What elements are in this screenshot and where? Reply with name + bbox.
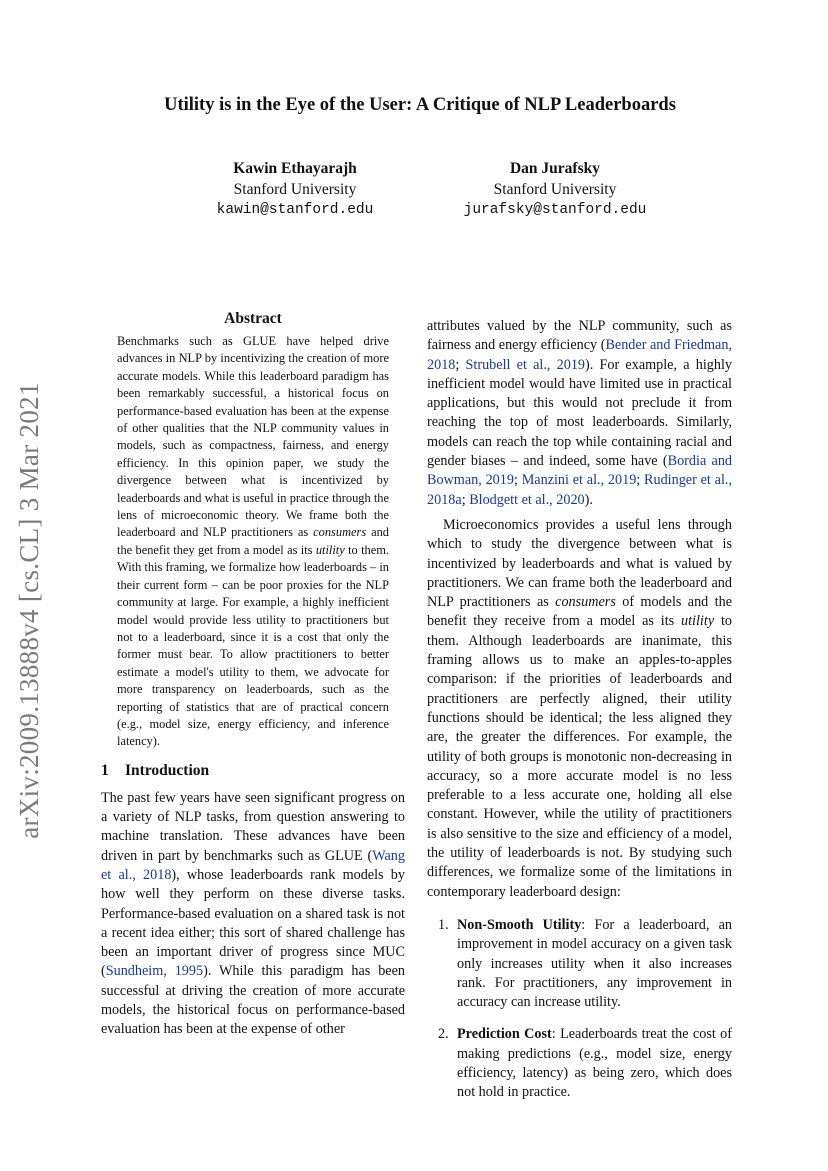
right-column (427, 317, 732, 1116)
citation-link[interactable]: Manzini et al., 2019 (521, 472, 637, 489)
citation-link[interactable]: Wang et al., 2018 (101, 847, 405, 883)
citation-link[interactable]: Blodgett et al., 2020 (469, 491, 585, 508)
author-block-1 (160, 158, 430, 221)
citation-link[interactable]: Bender and Friedman, 2018 (427, 337, 732, 373)
citation-link[interactable]: Strubell et al., 2019 (465, 356, 586, 373)
author-email[interactable]: jurafsky@stanford.edu (463, 202, 647, 218)
author-affiliation: Stanford University (493, 181, 617, 198)
author-block-2 (425, 158, 685, 221)
arxiv-identifier: arXiv:2009.13888v4 [cs.CL] 3 Mar 2021 (13, 381, 44, 839)
intro-paragraph: The past few years have seen significant progress on a variety of NLP tasks, from question answering to machine translation. These advances have been driven in part by benchmarks such as GLUE (Wang et al., 2018), whose leaderboards rank models by how well they perform on these diverse tasks. Performance-based evaluation on a shared task is not a recent idea either; this sort of shared challenge has been an important driver of progress since MUC (Sundheim, 1995). While this paradigm has been successful at driving the creation of more accurate models, the historical focus on performance-based evaluation has been at the expense of other (101, 789, 405, 1038)
citation-link[interactable]: Bordia and Bowman, 2019 (427, 453, 733, 489)
left-column (101, 310, 405, 1040)
paper-title: Utility is in the Eye of the User: A Critique of NLP Leaderboards (164, 95, 676, 115)
list-item: 2. Prediction Cost: Leaderboards treat the cost of making predictions (e.g., model size, energy efficiency, latency) as being zero, which does not hold in practice. (438, 1026, 732, 1101)
list-item: 1. Non-Smooth Utility: For a leaderboard, an improvement in model accuracy on a given task only increases utility when it also increases rank. For practitioners, any improvement in accuracy can increase utility. (438, 916, 732, 1011)
body-paragraph: attributes valued by the NLP community, such as fairness and energy efficiency (Bender and Friedman, 2018; Strubell et al., 2019). For example, a highly inefficient model would have limited use in practical applications, but this would not preclude it from reaching the top of most leaderboards. Similarly, models can reach the top while containing racial and gender biases – and indeed, some have (Bordia and Bowman, 2019; Manzini et al., 2019; Rudinger et al., 2018a; Blodgett et al., 2020). (427, 318, 733, 508)
author-email[interactable]: kawin@stanford.edu (216, 202, 374, 218)
section-heading-introduction (101, 762, 405, 780)
body-paragraph: Microeconomics provides a useful lens through which to study the divergence between what is incentivized by leaderboards and what is valued by practitioners. We can frame both the leaderboard and NLP practitioners as consumers of models and the benefit they receive from a model as its utility to them. Although leaderboards are inanimate, this framing allows us to make an apples-to-apples comparison: if the priorities of leaderboards and practitioners are perfectly aligned, their utility functions should be identical; the less aligned they are, the greater the differences. For example, the utility of both groups is monotonic non-decreasing in accuracy, so a more accurate model is no less preferable to a less accurate one, holding all else constant. However, while the utility of practitioners is also sensitive to the size and efficiency of a model, the utility of leaderboards is not. By studying such differences, we formalize some of the limitations in contemporary leaderboard design: (427, 516, 732, 900)
author-name: Kawin Ethayarajh (233, 160, 357, 177)
arxiv-stamp (4, 370, 54, 850)
section-number: 1 (101, 761, 109, 779)
citation-link[interactable]: Rudinger et al., 2018a (427, 472, 732, 508)
citation-link[interactable]: Sundheim, 1995 (105, 963, 204, 980)
abstract-heading: Abstract (224, 310, 282, 327)
limitations-list (427, 916, 732, 1103)
section-title: Introduction (125, 761, 210, 779)
author-affiliation: Stanford University (233, 181, 357, 198)
author-name: Dan Jurafsky (509, 160, 600, 177)
abstract-text: Benchmarks such as GLUE have helped drive advances in NLP by incentivizing the creation of more accurate models. While this leaderboard paradigm has been remarkably successful, a historical focus on performance-based evaluation has been at the expense of other qualities that the NLP community values in models, such as compactness, fairness, and energy efficiency. In this opinion paper, we study the divergence between what is incentivized by leaderboards and what is useful in practice through the lens of microeconomic theory. We frame both the leaderboard and NLP practitioners as consumers and the benefit they get from a model as its utility to them. With this framing, we formalize how leaderboards – in their current form – can be poor proxies for the NLP community at large. For example, a highly inefficient model would provide less utility to practitioners but not to a leaderboard, since it is a cost that only the former must bear. To allow practitioners to better estimate a model's utility to them, we advocate for more transparency on leaderboards, such as the reporting of statistics that are of practical concern (e.g., model size, energy efficiency, and inference latency). (117, 334, 389, 749)
